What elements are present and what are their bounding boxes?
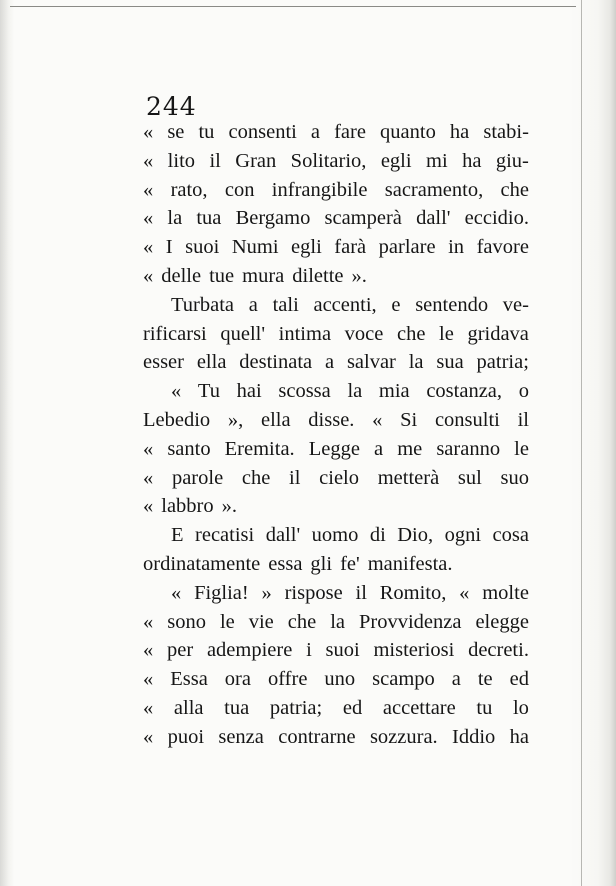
word: accenti, [313, 293, 377, 316]
word: consenti [228, 121, 297, 143]
word: esser [143, 351, 184, 374]
text-line [143, 608, 529, 637]
word: « [143, 610, 154, 633]
word: lito [167, 149, 196, 172]
word: Provvidenza [358, 610, 462, 633]
word: a [374, 437, 384, 460]
word: disse. [308, 408, 355, 431]
word: « [143, 437, 154, 460]
word: offre [267, 668, 308, 691]
word: eccidio. [464, 207, 529, 230]
word: in [448, 236, 465, 259]
word: saranno [436, 437, 501, 460]
text-line [143, 262, 529, 291]
word: ora [224, 668, 251, 691]
word: sono [167, 610, 206, 633]
word: la [167, 207, 183, 230]
word: metterà [377, 466, 440, 489]
text-line [143, 118, 529, 147]
word: rispose [284, 581, 343, 604]
word: quell' [220, 322, 266, 345]
text-line [143, 694, 529, 723]
word: Essa [170, 668, 208, 691]
word: suoi [185, 236, 220, 259]
word: hai [236, 380, 262, 403]
word: ve- [502, 293, 529, 316]
word: se [167, 121, 185, 143]
word: Si [400, 408, 418, 431]
word: rificarsi [143, 322, 207, 345]
word: Gran [235, 149, 277, 172]
word: consulti [434, 408, 500, 431]
word: ha [462, 149, 482, 172]
text-line [143, 176, 529, 205]
word: vie [248, 610, 274, 633]
word: « [143, 149, 154, 172]
word: contrarne [278, 725, 356, 748]
word: ». [351, 264, 367, 287]
word: cielo [319, 466, 359, 489]
word: tua [224, 696, 250, 719]
text-line [143, 204, 529, 233]
page-number: 244 [146, 92, 197, 121]
word: ». [221, 495, 237, 518]
word: « [143, 725, 154, 748]
word: mia [378, 380, 410, 403]
text-line [143, 320, 529, 349]
word: ogni [444, 524, 482, 547]
word: « [143, 466, 154, 489]
text-block [143, 118, 529, 752]
word: « [143, 178, 154, 201]
word: uno [324, 668, 356, 691]
word: il [209, 149, 221, 172]
text-line [143, 435, 529, 464]
word: che [241, 466, 271, 489]
word: dilette [292, 264, 344, 287]
word: intima [278, 322, 332, 345]
word: con [224, 178, 255, 201]
word: uomo [311, 524, 359, 547]
word: « [143, 495, 154, 518]
word: tali [272, 293, 299, 316]
word: Numi [231, 236, 279, 259]
text-line [143, 579, 529, 608]
text-line [143, 406, 529, 435]
word: i [306, 639, 312, 662]
word: « [143, 236, 154, 259]
word: santo [167, 437, 211, 460]
word: il [289, 466, 301, 489]
gutter-rule [581, 0, 582, 886]
word: recatisi [195, 524, 255, 547]
word: « [171, 380, 182, 403]
word: Legge [308, 437, 360, 460]
word: a [310, 121, 321, 143]
word: Bergamo [235, 207, 311, 230]
word: dall' [265, 524, 301, 547]
word: quanto [380, 121, 436, 143]
word: suoi [325, 639, 360, 662]
word: Dio, [397, 524, 434, 547]
word: ed [509, 668, 529, 691]
word: Tu [197, 380, 220, 403]
word: salvar [346, 351, 396, 374]
word: « [143, 264, 154, 287]
word: manifesta. [367, 552, 453, 575]
word: il [517, 408, 529, 431]
text-line [143, 492, 529, 521]
word: « [372, 408, 383, 431]
word: sentendo [415, 293, 489, 316]
word: lo [512, 696, 529, 719]
word: Lebedio [143, 408, 211, 431]
word: di [369, 524, 386, 547]
word: « [143, 121, 154, 143]
word: favore [476, 236, 529, 259]
word: suo [500, 466, 529, 489]
word: « [143, 639, 154, 662]
word: a [248, 293, 258, 316]
word: la [330, 610, 345, 633]
word: la [347, 380, 363, 403]
text-line [143, 233, 529, 262]
text-line [143, 723, 529, 752]
word: Figlia! [194, 581, 249, 604]
word: infrangibile [271, 178, 368, 201]
word: a [324, 351, 335, 374]
word: farà [334, 236, 367, 259]
word: I [165, 236, 173, 259]
word: molte [482, 581, 529, 604]
word: sua [436, 351, 464, 374]
text-line [143, 348, 529, 377]
text-line [143, 636, 529, 665]
text-line [143, 521, 529, 550]
word: senza [218, 725, 264, 748]
word: sacramento, [384, 178, 484, 201]
word: voce [344, 322, 384, 345]
word: e [391, 293, 401, 316]
word: tue [209, 264, 235, 287]
word: Iddio [452, 725, 496, 748]
word: che [500, 178, 529, 201]
word: fe' [340, 552, 360, 575]
word: delle [161, 264, 202, 287]
word: fare [334, 121, 366, 143]
word: scossa [278, 380, 331, 403]
word: adempiere [206, 639, 293, 662]
word: me [397, 437, 423, 460]
word: il [355, 581, 367, 604]
word: mura [242, 264, 285, 287]
word: mi [426, 149, 448, 172]
word: ella [260, 408, 291, 431]
word: « [143, 207, 154, 230]
text-line [143, 665, 529, 694]
text-line [143, 550, 529, 579]
word: Romito, [379, 581, 447, 604]
word: a [451, 668, 461, 691]
word: « [143, 668, 154, 691]
word: E [171, 524, 184, 547]
word: essa [268, 552, 303, 575]
word: rato, [170, 178, 208, 201]
word: ed [342, 696, 363, 719]
text-line [143, 464, 529, 493]
word: destinata [239, 351, 313, 374]
page-edge-left [0, 0, 14, 886]
word: egli [380, 149, 412, 172]
word: ha [449, 121, 470, 143]
word: giu- [495, 149, 529, 172]
word: patria; [476, 351, 529, 374]
word: », [227, 408, 244, 431]
word: decreti. [468, 639, 529, 662]
top-edge-rule [10, 6, 576, 7]
word: stabi- [483, 121, 529, 143]
word: per [167, 639, 194, 662]
word: patria; [269, 696, 323, 719]
word: misteriosi [373, 639, 455, 662]
word: labbro [161, 495, 214, 518]
word: parlare [378, 236, 436, 259]
word: le [219, 610, 235, 633]
word: tu [198, 121, 215, 143]
word: ordinatamente [143, 552, 261, 575]
word: parole [171, 466, 224, 489]
word: dall' [416, 207, 451, 230]
word: Eremita. [224, 437, 295, 460]
word: le [439, 322, 454, 345]
word: sul [457, 466, 482, 489]
word: elegge [475, 610, 529, 633]
word: gridava [467, 322, 529, 345]
word: gli [310, 552, 333, 575]
text-line [143, 147, 529, 176]
text-line [143, 377, 529, 406]
page-edge-right [570, 0, 616, 886]
word: che [396, 322, 426, 345]
word: « [459, 581, 470, 604]
word: Turbata [171, 293, 235, 316]
word: ha [509, 725, 529, 748]
word: ella [196, 351, 227, 374]
word: accettare [382, 696, 456, 719]
word: puoi [167, 725, 205, 748]
word: « [143, 696, 154, 719]
word: egli [291, 236, 322, 259]
word: scampo [372, 668, 435, 691]
word: tua [196, 207, 222, 230]
word: cosa [492, 524, 529, 547]
word: te [477, 668, 493, 691]
word: sozzura. [369, 725, 438, 748]
word: o [518, 380, 529, 403]
word: alla [173, 696, 204, 719]
word: costanza, [426, 380, 503, 403]
word: che [287, 610, 317, 633]
word: la [408, 351, 424, 374]
word: scamperà [324, 207, 402, 230]
word: » [261, 581, 272, 604]
word: « [171, 581, 182, 604]
word: le [514, 437, 529, 460]
text-line [143, 291, 529, 320]
word: tu [476, 696, 493, 719]
word: Solitario, [290, 149, 367, 172]
